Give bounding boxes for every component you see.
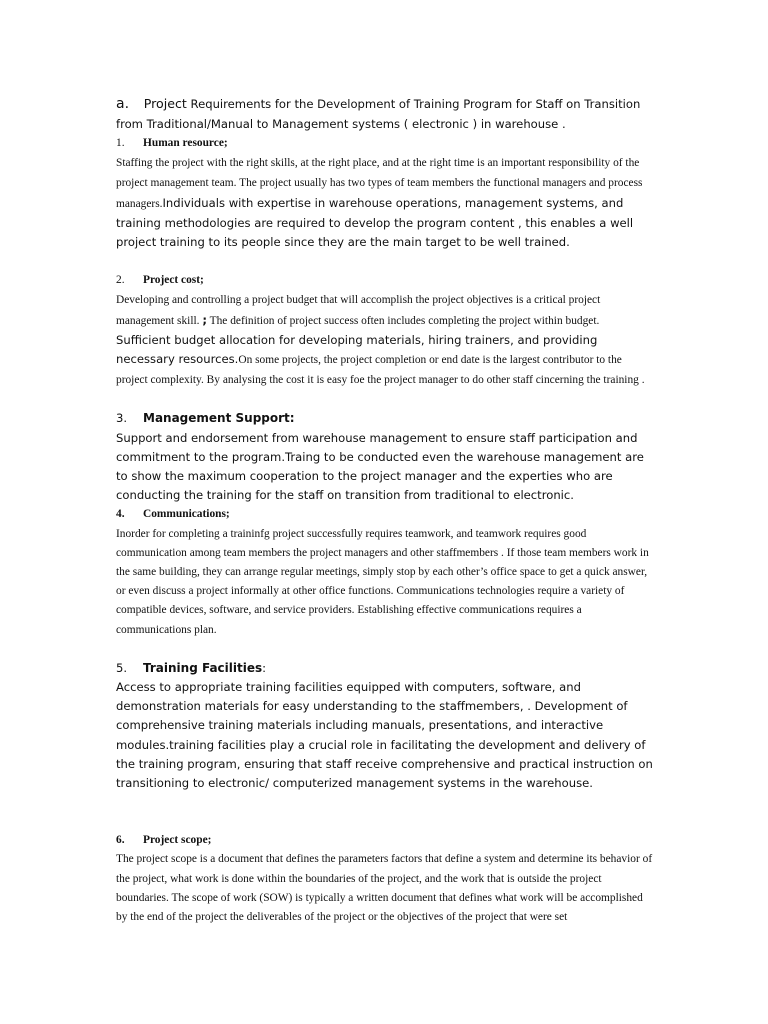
section-title: Human resource; xyxy=(143,137,228,149)
section-title-colon: : xyxy=(262,660,267,675)
section-number: 4. xyxy=(116,508,125,521)
body-serif-text: Developing and controlling a project budget that will accomplish the project objectives is a critical project management skill. xyxy=(116,294,601,327)
document-page xyxy=(116,94,656,927)
section-body-human-resource xyxy=(116,153,656,252)
section-title: Management Support: xyxy=(143,411,295,426)
title-letter: a. xyxy=(116,96,130,112)
section-body-project-scope: The project scope is a document that defines the parameters factors that define a system and determine its behavior of the project, what work is done within the boundaries of the project, and the work that is outside the project boundaries. The scope of work (SOW) is typically a written document that defines what work will be accomplished by the end of the project the deliverables of the project or the objectives of the project that were set xyxy=(116,853,653,924)
body-serif-text: Staffing the project with the right skills, at the right place, and at the right time is an important responsibility of the project management team. The project usually has two types of team members the functional managers and process managers. xyxy=(116,157,643,210)
spacer xyxy=(116,793,656,831)
section-heading-human-resource xyxy=(116,134,656,153)
body-sans-text: Individuals with expertise in warehouse operations, management systems, and training methodologies are required to develop the program content , this enables a well project training to its people since they are the main target to be well trained. xyxy=(116,195,634,249)
spacer xyxy=(116,390,656,409)
body-sans-text: Sufficient budget allocation for developing materials, hiring trainers, and providing necessary resources. xyxy=(116,332,598,366)
title-rest: Requirements for the Development of Training Program for Staff on Transition from Traditional/Manual to Management systems ( electronic ) in warehouse . xyxy=(116,97,641,131)
section-number: 2. xyxy=(116,274,125,287)
section-title: Communications; xyxy=(143,508,230,521)
section-number: 1. xyxy=(116,137,125,149)
title-project-word: Project xyxy=(143,96,187,111)
section-heading-training-facilities xyxy=(116,659,656,678)
section-number: 3. xyxy=(116,411,128,426)
section-heading-communications xyxy=(116,505,656,524)
section-title: Project cost; xyxy=(143,274,204,287)
body-serif-text: On some projects, the project completion or end date is the largest contributor to the project complexity. By analysing the cost it is easy foe the project manager to do other staff cincerning the training . xyxy=(116,354,645,387)
section-title: Project scope; xyxy=(143,834,212,847)
document-title xyxy=(116,94,656,134)
section-heading-project-scope xyxy=(116,831,656,850)
section-heading-management-support xyxy=(116,409,656,428)
section-body-training-facilities: Access to appropriate training facilities equipped with computers, software, and demonstration materials for easy understanding to the staffmembers, . Development of comprehensive training materials including manuals, presentations, and interactive modules.training facilities play a crucial role in facilitating the development and delivery of the training program, ensuring that staff receive comprehensive and practical instruction on transitioning to electronic/ computerized management systems in the warehouse. xyxy=(116,680,653,791)
section-body-project-cost xyxy=(116,290,656,390)
section-body-management-support: Support and endorsement from warehouse management to ensure staff participation and commitment to the program.Traing to be conducted even the warehouse management are to show the maximum cooperation to the project manager and the experties who are conducting the training for the staff on transition from traditional to electronic. xyxy=(116,430,644,503)
section-number: 5. xyxy=(116,660,128,675)
section-title: Training Facilities xyxy=(143,660,263,675)
section-body-communications: Inorder for completing a traininfg project successfully requires teamwork, and teamwork requires good communication among team members the project managers and other staffmembers . If those team members work in the same building, they can arrange regular meetings, simply stop by each other’s office space to get a quick answer, or even discuss a project informally at other office functions. Communications technologies require a variety of compatible devices, software, and service providers. Establishing effective communications requires a communications plan. xyxy=(116,527,649,636)
body-bold-semicolon: ; xyxy=(202,312,207,327)
spacer xyxy=(116,640,656,659)
section-heading-project-cost xyxy=(116,271,656,290)
section-number: 6. xyxy=(116,834,125,847)
body-serif-text: The definition of project success often includes completing the project within budget. xyxy=(207,314,600,327)
spacer xyxy=(116,252,656,271)
